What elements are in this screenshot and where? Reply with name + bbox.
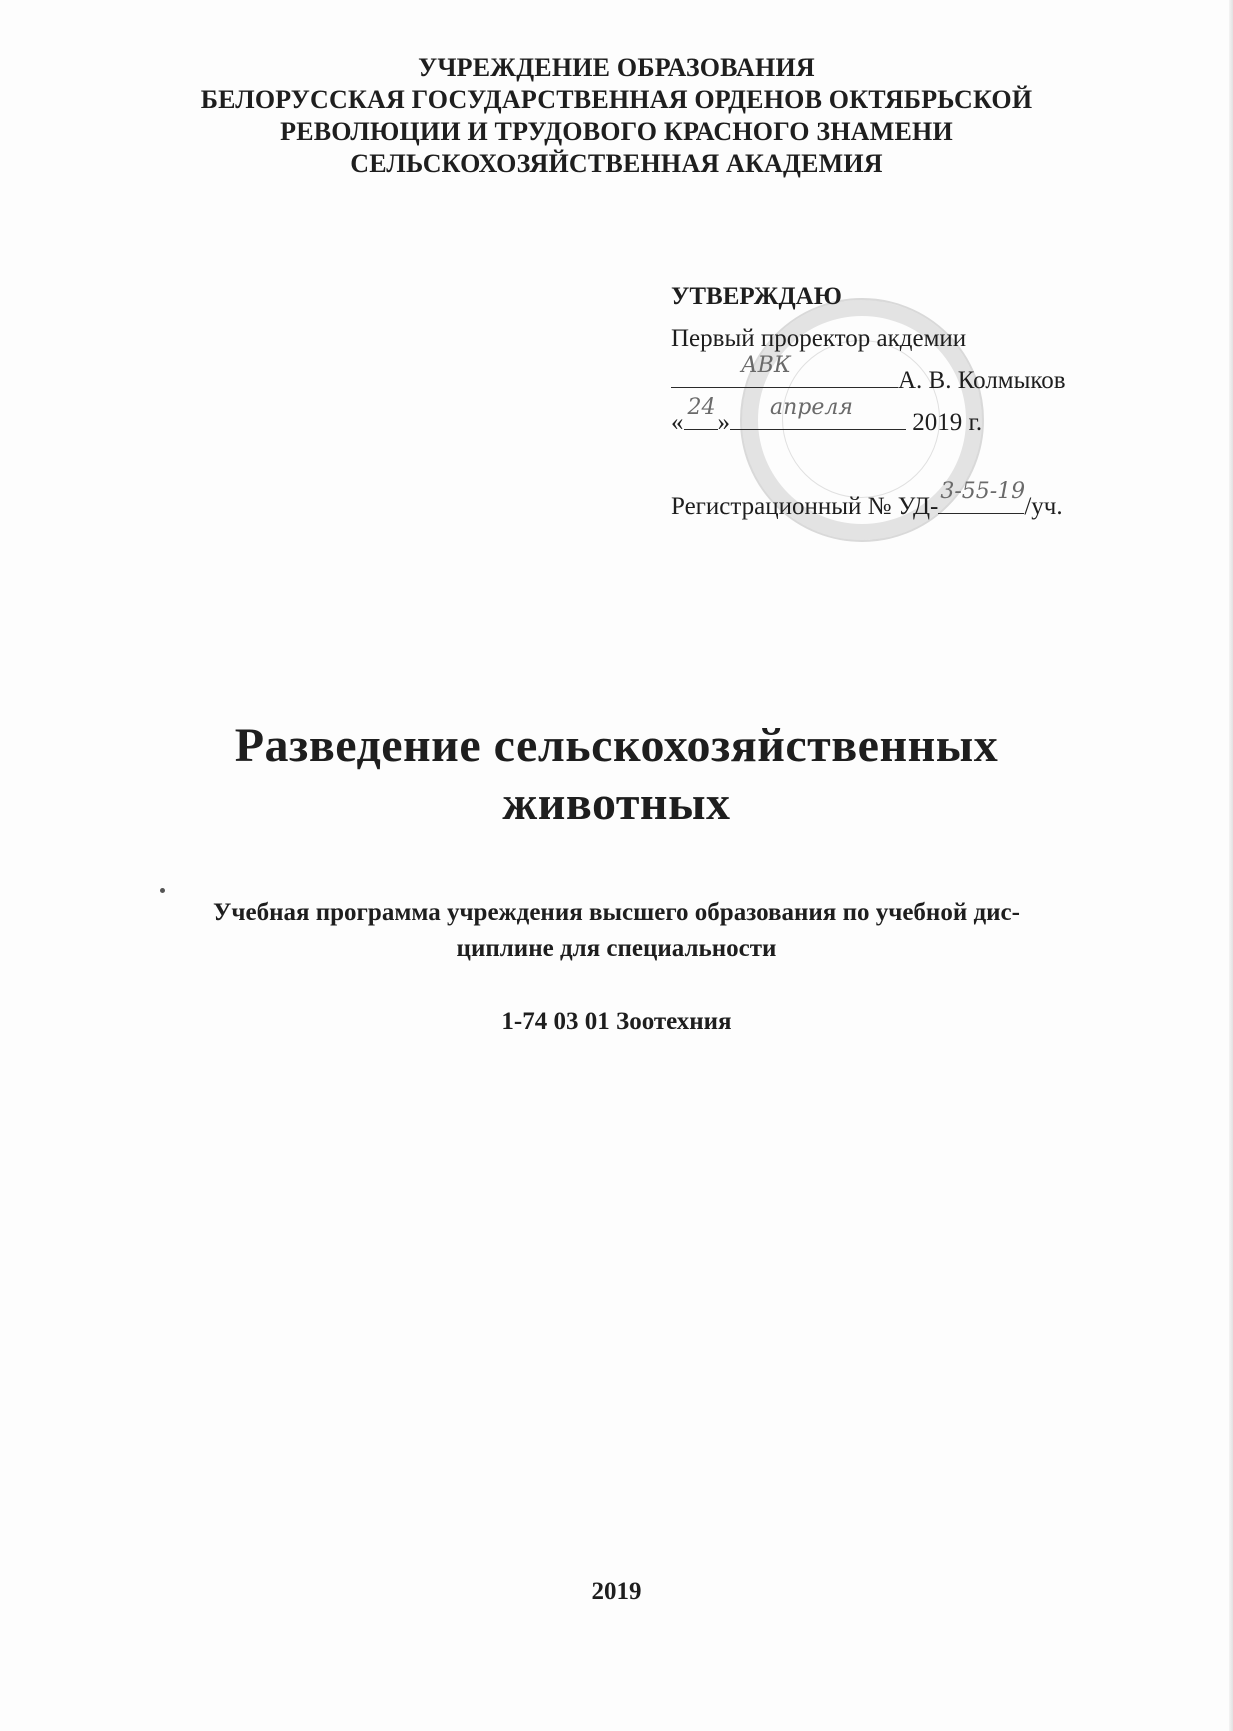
signature-line [671, 353, 1171, 402]
title-line-2: животных [502, 777, 731, 830]
date-close-quote: » [717, 409, 730, 436]
document-subtitle [0, 895, 1233, 967]
document-year: 2019 [591, 1578, 642, 1605]
specialty-code: 1-74 03 01 Зоотехния [501, 1008, 732, 1035]
registration-number: 3-55-19 [940, 479, 1026, 504]
approval-heading: УТВЕРЖДАЮ [671, 283, 842, 310]
approval-block [671, 276, 1171, 528]
header-line-3: РЕВОЛЮЦИИ И ТРУДОВОГО КРАСНОГО ЗНАМЕНИ [280, 117, 953, 146]
approval-date-line [671, 395, 1171, 444]
date-open-quote: « [671, 409, 684, 436]
date-year: 2019 г. [912, 409, 983, 436]
title-line-1: Разведение сельскохозяйственных [234, 719, 999, 772]
header-line-1: УЧРЕЖДЕНИЕ ОБРАЗОВАНИЯ [418, 53, 815, 82]
document-title [0, 717, 1233, 833]
scan-speck [160, 888, 165, 893]
signatory-name: А. В. Колмыков [898, 367, 1066, 394]
date-month-blank [730, 395, 906, 430]
registration-blank [938, 479, 1026, 514]
scan-edge [1229, 0, 1233, 1731]
handwritten-signature: АВК [741, 353, 791, 378]
header-line-2: БЕЛОРУССКАЯ ГОСУДАРСТВЕННАЯ ОРДЕНОВ ОКТЯБРЬСКОЙ [200, 85, 1033, 114]
approval-position: Первый проректор акдемии [671, 325, 967, 352]
date-day-blank [684, 395, 718, 430]
registration-suffix: /уч. [1024, 493, 1063, 520]
header-line-4: СЕЛЬСКОХОЗЯЙСТВЕННАЯ АКАДЕМИЯ [350, 149, 883, 178]
registration-label: Регистрационный № УД- [671, 493, 939, 520]
institution-header [0, 52, 1233, 180]
subtitle-line-2: циплине для специальности [456, 935, 777, 962]
signature-blank [671, 353, 898, 388]
date-month: апреля [770, 395, 853, 420]
date-day: 24 [687, 395, 716, 420]
subtitle-line-1: Учебная программа учреждения высшего образования по учебной дис- [213, 899, 1020, 926]
registration-line [671, 479, 1171, 528]
